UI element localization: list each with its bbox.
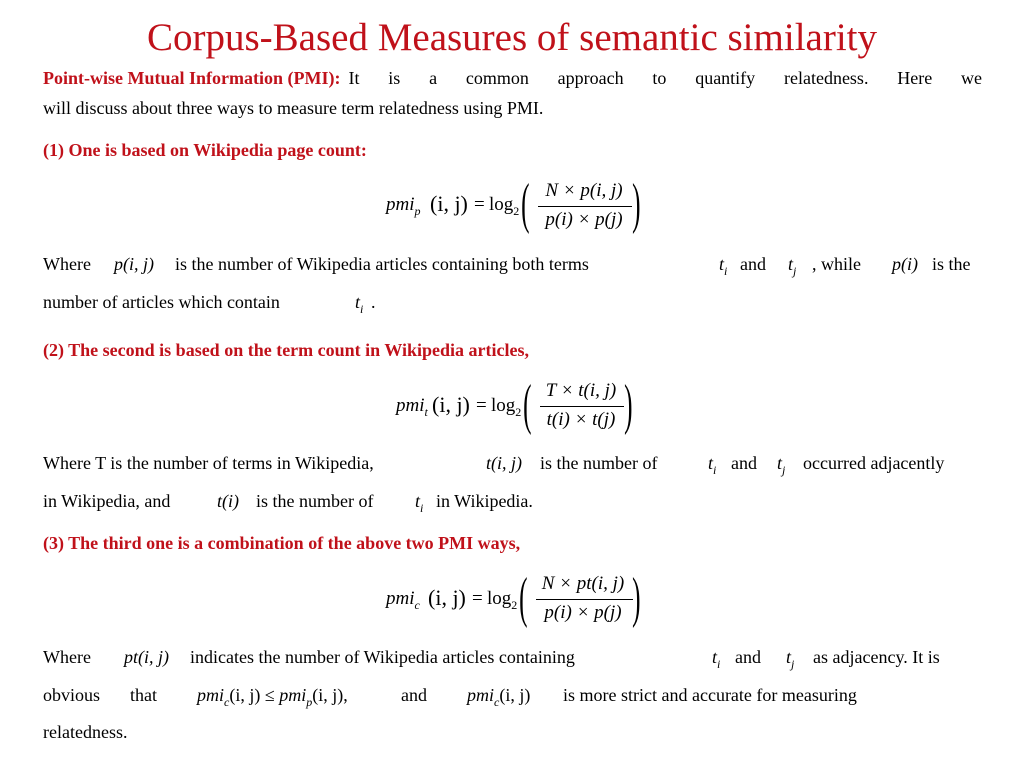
formula1-lhs: pmi$_p$ [386, 194, 421, 218]
s1-where: Where [43, 254, 91, 274]
formula3-fraction-bar [536, 599, 633, 600]
s1-isthe: is the [932, 254, 971, 274]
formula3-numerator: N × pt(i, j) [541, 573, 625, 594]
formula2-denominator: t(i) × t(j) [546, 409, 616, 430]
formula2-rparen: ) [624, 374, 633, 436]
s3-term-ti: $t_i$ [712, 647, 721, 671]
s3-text-a: indicates the number of Wikipedia articles containing [190, 647, 575, 667]
s3-expr-ptij: pt(i, j) [124, 647, 169, 667]
formula2-numerator: T × t(i, j) [545, 380, 617, 401]
formula3-lhs: pmi$_c$ [386, 588, 420, 612]
formula1-log: $\log_2$ [489, 194, 520, 218]
s2-line1-start: Where T is the number of terms in Wikipedia, [43, 453, 374, 473]
s3-pmic: pmi$_c$(i, j) [467, 685, 531, 709]
intro-line-1 [43, 68, 982, 89]
formula1-lparen: ( [521, 173, 530, 235]
formula1-fraction-bar [538, 206, 632, 207]
section1-heading: (1) One is based on Wikipedia page count: [43, 140, 367, 160]
s3-term-tj: $t_j$ [786, 647, 795, 671]
formula2-eq: = [476, 395, 487, 416]
s2-expr-ti: t(i) [217, 491, 239, 511]
s2-line2-ti: $t_i$ [415, 491, 424, 515]
s3-that: that [130, 685, 157, 705]
formula2-log: $\log_2$ [491, 395, 522, 419]
formula1-numerator: N × p(i, j) [545, 180, 623, 201]
section2-heading: (2) The second is based on the term count in Wikipedia articles, [43, 340, 530, 360]
s1-text-a: is the number of Wikipedia articles containing both terms [175, 254, 589, 274]
s2-term-ti: $t_i$ [708, 453, 717, 477]
intro-text-1: It is a common approach to quantify relatedness. Here we [348, 68, 982, 88]
s1-while: , while [812, 254, 861, 274]
s3-and: and [735, 647, 761, 667]
s3-inequality: pmi$_c$(i, j) ≤ pmi$_p$(i, j), [197, 685, 348, 709]
s2-and: and [731, 453, 757, 473]
formula3-log: $\log_2$ [487, 588, 518, 612]
s3-text-c: is more strict and accurate for measuring [563, 685, 857, 705]
intro-line-2: will discuss about three ways to measure term relatedness using PMI. [43, 98, 544, 118]
formula3-denominator: p(i) × p(j) [544, 602, 622, 623]
s1-term-tj: $t_j$ [788, 254, 797, 278]
s1-expr-pi: p(i) [892, 254, 918, 274]
formula1-denominator: p(i) × p(j) [545, 209, 623, 230]
s2-term-tj: $t_j$ [777, 453, 786, 477]
s2-text-b: occurred adjacently [803, 453, 945, 473]
s3-text-b: as adjacency. It is [813, 647, 940, 667]
s2-expr-tij: t(i, j) [486, 453, 522, 473]
s2-line2-start: in Wikipedia, and [43, 491, 171, 511]
s1-line2-period: . [371, 292, 376, 312]
formula3-lparen: ( [519, 567, 528, 629]
s3-where: Where [43, 647, 91, 667]
s2-text-a: is the number of [540, 453, 658, 473]
s1-line2-ti: $t_i$ [355, 292, 364, 316]
formula3-args: (i, j) [428, 585, 466, 610]
pmi-label: Point-wise Mutual Information (PMI): [43, 68, 341, 88]
s2-text-c: is the number of [256, 491, 374, 511]
formula2-lparen: ( [523, 374, 532, 436]
s3-line3: relatedness. [43, 722, 128, 742]
s1-expr-pij: p(i, j) [114, 254, 154, 274]
formula3-rparen: ) [632, 567, 641, 629]
s3-and2: and [401, 685, 427, 705]
formula3-eq: = [472, 588, 483, 609]
s1-term-ti: $t_i$ [719, 254, 728, 278]
formula2-args: (i, j) [432, 392, 470, 417]
formula2-lhs: pmi$_t$ [396, 395, 428, 419]
slide-title: Corpus-Based Measures of semantic similarity [146, 16, 877, 59]
formula2-fraction-bar [540, 406, 624, 407]
s2-text-d: in Wikipedia. [436, 491, 533, 511]
s1-line2: number of articles which contain [43, 292, 280, 312]
section3-heading: (3) The third one is a combination of the above two PMI ways, [43, 533, 521, 553]
formula1-rparen: ) [632, 173, 641, 235]
formula1-args: (i, j) [430, 191, 468, 216]
formula1-eq: = [474, 194, 485, 215]
s1-and: and [740, 254, 766, 274]
s3-obvious: obvious [43, 685, 101, 705]
